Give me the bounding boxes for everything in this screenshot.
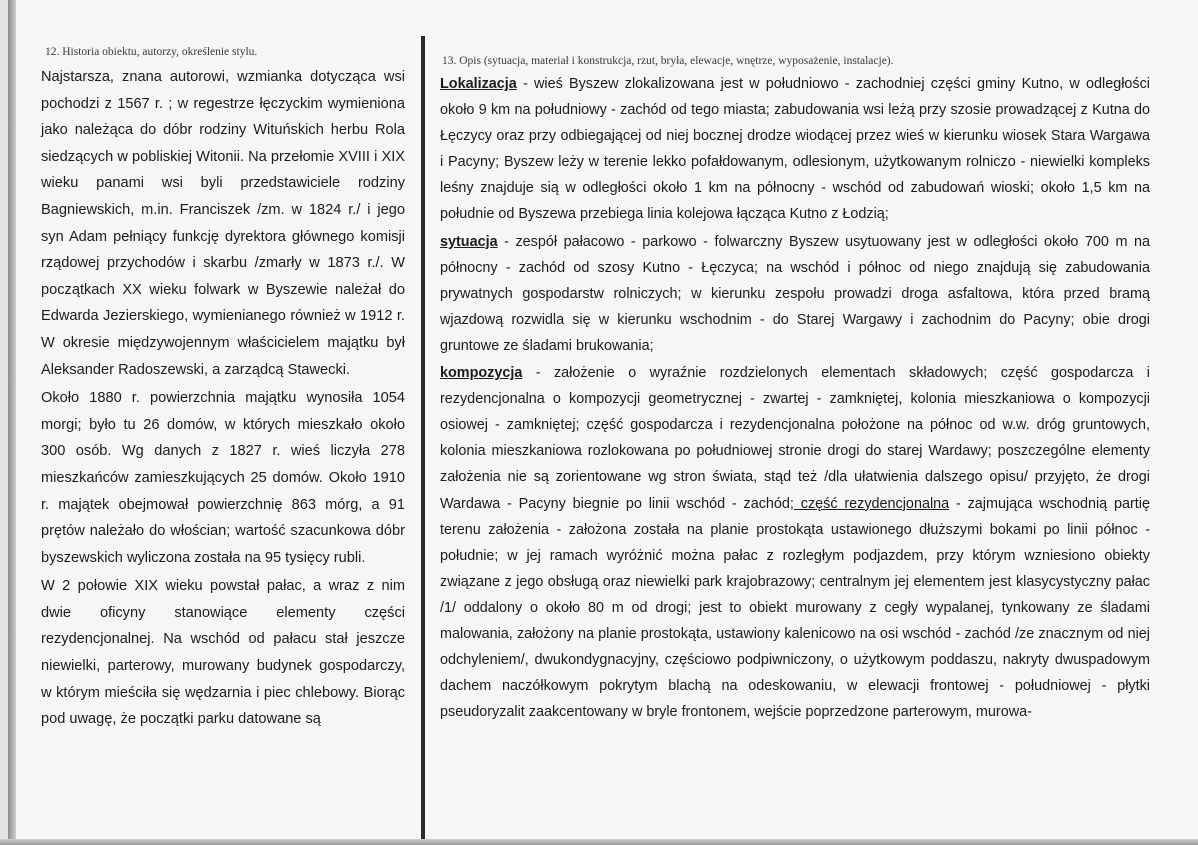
description-column: [440, 55, 1150, 725]
page-bottom-edge: [0, 839, 1198, 845]
kompozycja-paragraph: [440, 360, 1150, 725]
history-heading: 12. Historia obiektu, autorzy, określenie stylu.: [45, 46, 258, 58]
lokalizacja-paragraph: [440, 71, 1150, 228]
history-paragraph-3: W 2 połowie XIX wieku powstał pałac, a wraz z nim dwie oficyny stanowiące elementy części rezydencjonalnej. Na wschód od pałacu stał jeszcze niewielki, parterowy, murowany budynek gospodarczy, w którym mieściła się wędzarnia i piec chlebowy. Biorąc pod uwagę, że początki parku datowane są: [41, 578, 405, 728]
lokalizacja-term: Lokalizacja: [440, 76, 517, 92]
rezydencjonalna-term: część rezydencjonalna: [793, 495, 950, 512]
history-paragraph-2: Około 1880 r. powierzchnia majątku wynosiła 1054 morgi; było tu 26 domów, w których mieszkało około 300 osób. Wg danych z 1827 r. wieś liczyła 278 mieszkańców zamieszkujących 25 domów. Około 1910 r. majątek obejmował powierzchnię 863 mórg, a 91 prętów należało do włościan; wartość szacunkowa dóbr byszewskich wyliczona została na 95 tysięcy rubli.: [41, 390, 405, 566]
kompozycja-text: - założenie o wyraźnie rozdzielonych elementach składowych; część gospodarcza i rezydencjonalna o kompozycji geometrycznej - zwartej - zamkniętej, kolonia mieszkaniowa o kompozycji osiowej - zamkniętej; część gospodarcza i rezydencjonalna położone na północ od w.w. dróg gruntowych, kolonia mieszkaniowa rozlokowana po południowej stronie drogi do starej Wardawy; poszczególne elementy założenia nie są zorientowane wg stron świata, stąd też /dla ułatwienia dalszego opisu/ przyjęto, że drogi Wardawa - Pacyny biegnie po linii wschód - zachód;: [440, 365, 1150, 512]
lokalizacja-text: - wieś Byszew zlokalizowana jest w południowo - zachodniej części gminy Kutno, w odległości około 9 km na południowy - zachód od tego miasta; zabudowania wsi leżą przy szosie prowadzącej z Kutna do Łęczycy oraz przy odbiegającej od niej bocznej drodze wiodącej przez wieś w kierunku wiosek Stara Wargawa i Pacyny; Byszew leży w terenie lekko pofałdowanym, odlesionym, użytkowanym rolniczo - niewielki kompleks leśny znajduje sią w odległości około 1 km na północny - wschód od zabudowań wioski; około 1,5 km na południe od Byszewa przebiega linia kolejowa łącząca Kutno z Łodzią;: [440, 76, 1150, 223]
description-heading: 13. Opis (sytuacja, materiał i konstrukcja, rzut, bryła, elewacje, wnętrze, wyposażenie, instalacje).: [442, 55, 894, 67]
history-paragraph-1: Najstarsza, znana autorowi, wzmianka dotycząca wsi pochodzi z 1567 r. ; w regestrze łęczyckim wymieniona jako należąca do dóbr rodziny Wituńskich herbu Rola siedzących w pobliskiej Witonii. Na przełomie XVIII i XIX wieku panami wsi byli przedstawiciele rodziny Bagniewskich, m.in. Franciszek /zm. w 1824 r./ i jego syn Adam pełniący funkcję dyrektora głównego komisji rządowej przychodów i skarbu /zmarły w 1873 r./. W początkach XX wieku folwark w Byszewie należał do Edwarda Jezierskiego, wymienianego również w 1912 r. W okresie międzywojennym właścicielem majątku był Aleksander Radoszewski, a zarządcą Stawecki.: [41, 69, 405, 378]
sytuacja-paragraph: [440, 229, 1150, 359]
page-left-edge: [8, 0, 16, 845]
column-divider: [421, 36, 425, 845]
document-page: [8, 0, 1198, 845]
history-column: [41, 46, 405, 733]
rezydencjonalna-text: - zajmująca wschodnią partię terenu założenia - założona została na planie prostokąta ustawionego dłuższymi bokami po linii północ - południe; w jej ramach wyróżnić można pałac z rozległym podjazdem, przy którym wzniesiono obiekty związane z jego obsługą oraz niewielki park krajobrazowy; centralnym jej elementem jest klasycystyczny pałac /1/ oddalony o około 80 m od drogi; jest to obiekt murowany z cegły wypalanej, tynkowany ze śladami malowania, założony na planie prostokąta, ustawiony kalenicowo na osi wschód - zachód /ze znacznym od niej odchyleniem/, dwukondygnacyjny, częściowo podpiwniczony, o użytkowym poddaszu, nakryty dwuspadowym dachem naczółkowym pokrytym blachą na odeskowaniu, w elewacji frontowej - południowej - płytki pseudoryzalit zaakcentowany w bryle frontonem, wejście poprzedzone parterowym, murowa-: [440, 495, 1150, 721]
sytuacja-text: - zespół pałacowo - parkowo - folwarczny Byszew usytuowany jest w odległości około 700 m na północny - zachód od szosy Kutno - Łęczyca; na wschód i północ od niego znajdują się zabudowania prywatnych gospodarstw rolniczych; w kierunku zespołu prowadzi droga asfaltowa, która przed bramą wjazdową rozwidla się w kierunku wschodnim - do Starej Wargawy i zachodnim do Pacyny; obie drogi gruntowe ze śladami brukowania;: [440, 233, 1150, 354]
sytuacja-term: sytuacja: [440, 233, 498, 250]
kompozycja-term: kompozycja: [440, 365, 523, 382]
